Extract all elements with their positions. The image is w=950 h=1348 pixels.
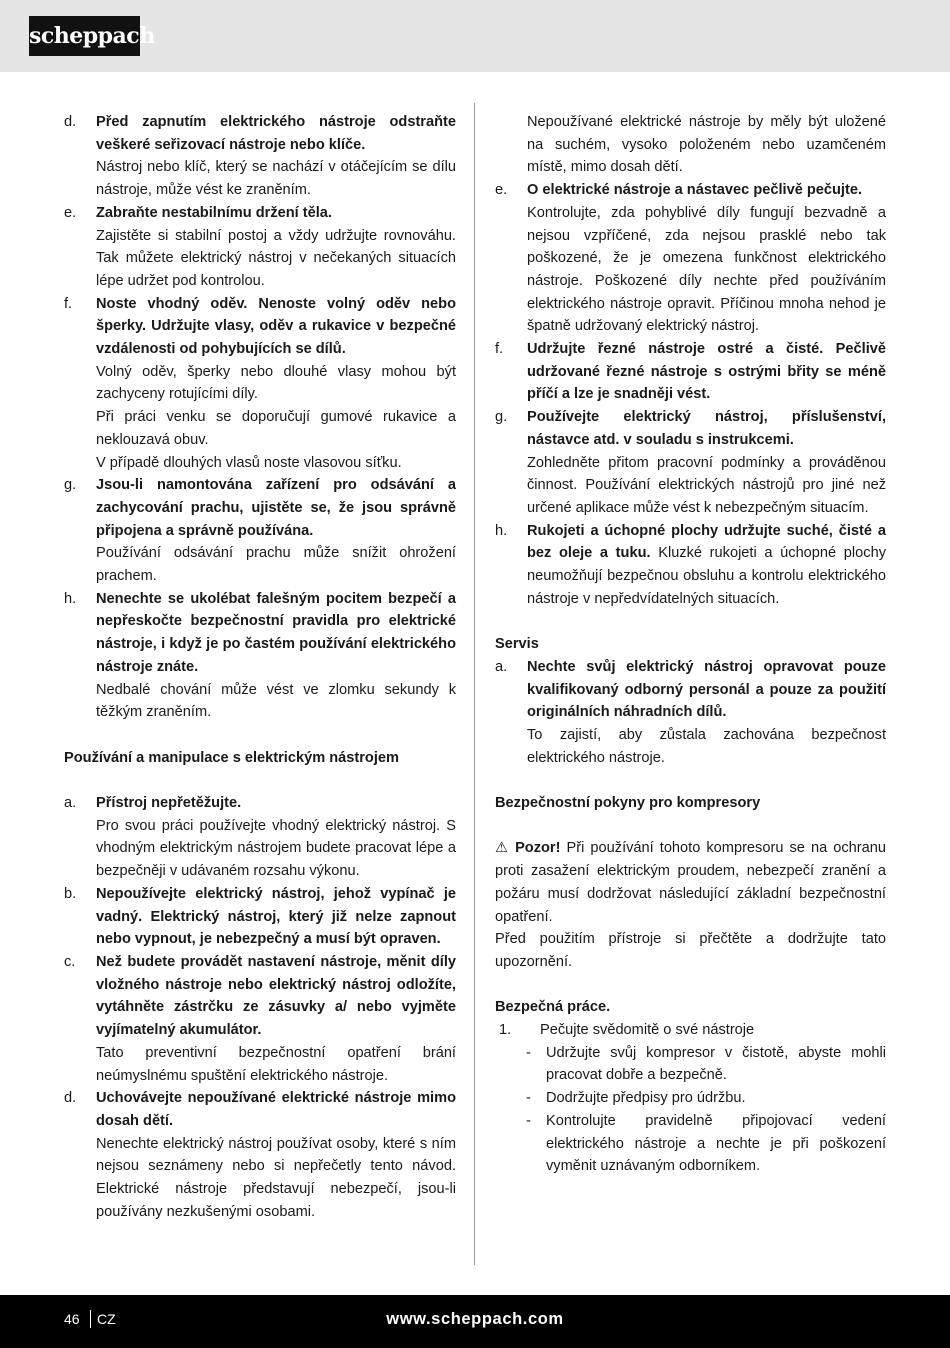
read-instructions-text: Před použitím přístroje si přečtěte a dodržujte tato upozornění. <box>495 931 886 970</box>
continued-text: Nepoužívané elektrické nástroje by měly být uložené na suchém, vysoko položeném nebo uzamčeném místě, mimo dosah dětí. <box>527 114 886 176</box>
list-label: h. <box>495 522 508 539</box>
list-item-d <box>64 111 456 202</box>
item-title: Zabraňte nestabilnímu držení těla. <box>96 204 332 221</box>
dash-text: Dodržujte předpisy pro údržbu. <box>546 1090 746 1107</box>
list-item-c <box>64 951 456 1087</box>
warning-text: Při používání tohoto kompresoru se na ochranu proti zasažení elektrickým proudem, nebezpečí zranění a požáru musí dodržovat následující základní bezpečnostní opatření. <box>495 840 886 925</box>
footer-separator <box>90 1310 91 1328</box>
item-title: Nechte svůj elektrický nástroj opravovat pouze kvalifikovaný odborný personál a pouze za použití originálních náhradních dílů. <box>527 658 886 721</box>
list-item-servis-a <box>495 656 886 770</box>
item-title: Před zapnutím elektrického nástroje odstraňte veškeré seřizovací nástroje nebo klíče. <box>96 114 456 153</box>
header-bar <box>0 0 950 72</box>
list-label: g. <box>64 477 77 494</box>
list-label: a. <box>64 795 77 812</box>
list-label: f. <box>495 341 504 358</box>
list-label: b. <box>64 885 77 902</box>
list-item-a <box>64 792 456 883</box>
column-divider <box>474 103 475 1265</box>
numbered-item-1 <box>495 1019 886 1042</box>
language-code: CZ <box>97 1311 116 1327</box>
item-title: Jsou-li namontována zařízení pro odsávání a zachycování prachu, ujistěte se, že jsou správně připojena a správně používána. <box>96 477 456 539</box>
item-title: Nepoužívejte elektrický nástroj, jehož vypínač je vadný. Elektrický nástroj, který již nelze zapnout nebo vypnout, je nebezpečný a musí být opraven. <box>96 885 456 948</box>
list-item-h2 <box>495 520 886 611</box>
dash-item <box>495 1110 886 1178</box>
warning-title: Pozor! <box>515 840 561 857</box>
list-item-h <box>64 588 456 724</box>
compressor-heading: Bezpečnostní pokyny pro kompresory <box>495 795 761 812</box>
item-text: Kluzké rukojeti a úchopné plochy neumožňují bezpečnou obsluhu a kontrolu elektrického nástroje v nepředvídatelných situacích. <box>527 545 886 607</box>
item-body <box>527 520 886 611</box>
item-text: To zajistí, aby zůstala zachována bezpečnost elektrického nástroje. <box>527 726 886 766</box>
item-title: Nenechte se ukolébat falešným pocitem bezpečí a nepřeskočte bezpečnostní pravidla pro elektrické nástroje, i když je po častém používání elektrického nástroje znáte. <box>96 590 456 675</box>
brand-logo-text: scheppach <box>29 23 155 49</box>
servis-heading: Servis <box>495 636 539 653</box>
dash-text: Udržujte svůj kompresor v čistotě, abyste mohli pracovat dobře a bezpečně. <box>546 1044 886 1084</box>
item-text: Používání odsávání prachu může snížit ohrožení prachem. <box>96 545 456 585</box>
dash-label: - <box>526 1044 531 1061</box>
item-text: Nedbalé chování může vést ve zlomku sekundy k těžkým zraněním. <box>96 681 456 721</box>
page-number: 46 <box>64 1311 80 1327</box>
list-label: d. <box>64 1090 77 1107</box>
list-label: c. <box>64 953 76 970</box>
item-text: Kontrolujte, zda pohyblivé díly fungují bezvadně a nejsou vzpříčené, zda nejsou prasklé nebo tak poškozené, že je omezena funkčnost elektrického nástroje. Poškozené díly nechte před používáním elektrického nástroje opravit. Příčinou mnoha nehod je špatně udržovaný elektrický nástroj. <box>527 204 886 335</box>
item-text: Nástroj nebo klíč, který se nachází v otáčejícím se dílu nástroje, může vést ke zraněním. <box>96 159 456 199</box>
item-text: Tato preventivní bezpečnostní opatření brání neúmyslnému spuštění elektrického nástroje. <box>96 1044 456 1084</box>
warning-paragraph <box>495 837 886 928</box>
list-item-f <box>64 293 456 475</box>
warning-icon: ⚠ <box>495 840 509 857</box>
item-text: Volný oděv, šperky nebo dlouhé vlasy mohou být zachyceny rotujícími díly. <box>96 363 456 403</box>
item-text: Zohledněte přitom pracovní podmínky a prováděnou činnost. Používání elektrických nástrojů pro jiné než určené aplikace může vést k nebezpečným situacím. <box>527 454 886 516</box>
safe-work-heading: Bezpečná práce. <box>495 999 611 1016</box>
list-label: e. <box>64 204 77 221</box>
list-item-e <box>64 202 456 293</box>
item-title: Přístroj nepřetěžujte. <box>96 795 242 812</box>
brand-logo <box>29 16 155 56</box>
numbered-text: Pečujte svědomitě o své nástroje <box>540 1022 755 1039</box>
section-heading: Používání a manipulace s elektrickým nástrojem <box>64 749 399 766</box>
list-item-g <box>64 474 456 588</box>
dash-item <box>495 1087 886 1110</box>
list-label: f. <box>64 295 73 312</box>
item-text: Nenechte elektrický nástroj používat osoby, které s ním nejsou seznámeny nebo si nepřečetly tento návod. Elektrické nástroje představují nebezpečí, jsou-li používány nezkušenými osobami. <box>96 1135 456 1220</box>
footer-bar <box>0 1295 950 1348</box>
list-item-f2 <box>495 338 886 406</box>
list-item-g2 <box>495 406 886 520</box>
item-title: O elektrické nástroje a nástavec pečlivě pečujte. <box>527 182 863 199</box>
right-column <box>495 111 886 1178</box>
item-text: Při práci venku se doporučují gumové rukavice a neklouzavá obuv. <box>96 409 456 448</box>
dash-item <box>495 1042 886 1087</box>
item-title: Udržujte řezné nástroje ostré a čisté. Pečlivě udržované řezné nástroje s ostrými břity se méně příčí a lze je snadněji vést. <box>527 341 886 403</box>
list-label: e. <box>495 182 508 199</box>
numbered-label: 1. <box>499 1022 512 1039</box>
item-text: V případě dlouhých vlasů noste vlasovou síťku. <box>96 454 402 471</box>
item-title: Uchovávejte nepoužívané elektrické nástroje mimo dosah dětí. <box>96 1090 456 1129</box>
list-label: g. <box>495 409 508 426</box>
list-item-e2 <box>495 179 886 338</box>
website-link[interactable]: www.scheppach.com <box>386 1310 564 1328</box>
left-column <box>64 111 456 1223</box>
item-text: Pro svou práci používejte vhodný elektrický nástroj. S vhodným elektrickým nástrojem budete pracovat lépe a bezpečněji v udávaném rozsahu výkonu. <box>96 817 456 880</box>
item-title: Rukojeti a úchopné plochy udržujte suché, čisté a bez oleje a tuku. <box>527 522 886 562</box>
list-label: d. <box>64 114 77 130</box>
dash-label: - <box>526 1090 531 1107</box>
list-label: a. <box>495 658 508 675</box>
dash-text: Kontrolujte pravidelně připojovací vedení elektrického nástroje a nechte je při poškození vyměnit uznávaným odborníkem. <box>546 1112 886 1175</box>
item-title: Noste vhodný oděv. Nenoste volný oděv nebo šperky. Udržujte vlasy, oděv a rukavice v bezpečné vzdálenosti od pohybujících se dílů. <box>96 295 456 358</box>
dash-label: - <box>526 1112 531 1129</box>
item-title: Používejte elektrický nástroj, příslušenství, nástavce atd. v souladu s instrukcemi. <box>527 409 886 448</box>
list-item-b <box>64 883 456 951</box>
item-text: Zajistěte si stabilní postoj a vždy udržujte rovnováhu. Tak můžete elektrický nástroj v nečekaných situacích lépe udržet pod kontrolou. <box>96 227 456 289</box>
list-item-d2 <box>64 1087 456 1223</box>
list-label: h. <box>64 590 77 607</box>
item-title: Než budete provádět nastavení nástroje, měnit díly vložného nástroje nebo elektrický nástroj odložíte, vytáhněte zástrčku ze zásuvky a/ nebo vyjměte vyjímatelný akumulátor. <box>96 953 456 1039</box>
